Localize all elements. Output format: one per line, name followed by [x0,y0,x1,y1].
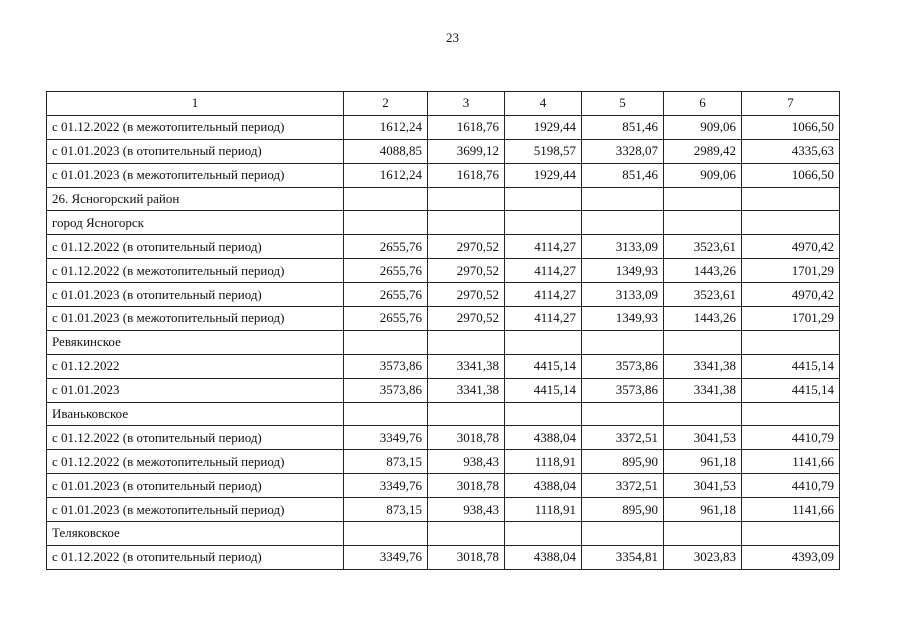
table-body [47,115,840,569]
table-cell [428,522,505,546]
table-cell: 2655,76 [344,307,428,331]
table-cell: 3041,53 [664,474,742,498]
row-label: Теляковское [47,522,344,546]
table-cell: 3341,38 [664,354,742,378]
table-row [47,163,840,187]
table-cell: 4970,42 [742,283,840,307]
row-label: с 01.12.2022 (в межотопительный период) [47,259,344,283]
table-cell: 4088,85 [344,139,428,163]
table-cell [664,211,742,235]
table-cell: 3328,07 [582,139,664,163]
row-label: с 01.12.2022 [47,354,344,378]
table-cell [505,402,582,426]
table-cell: 1349,93 [582,307,664,331]
table-cell: 2989,42 [664,139,742,163]
table-cell: 4415,14 [505,354,582,378]
table-cell: 4393,09 [742,545,840,569]
table-cell: 4410,79 [742,474,840,498]
table-cell: 3341,38 [664,378,742,402]
table-cell: 4114,27 [505,235,582,259]
table-row [47,426,840,450]
row-label: с 01.01.2023 (в межотопительный период) [47,498,344,522]
column-header: 7 [742,92,840,116]
table-cell: 1612,24 [344,163,428,187]
table-cell: 1618,76 [428,115,505,139]
table-cell: 3573,86 [582,378,664,402]
page-number: 23 [446,30,459,45]
table-cell [428,187,505,211]
table-cell [742,211,840,235]
table-cell: 4114,27 [505,259,582,283]
table-cell: 2970,52 [428,307,505,331]
column-header: 1 [47,92,344,116]
table-cell [742,187,840,211]
table-row [47,450,840,474]
row-label: город Ясногорск [47,211,344,235]
table-cell: 1701,29 [742,307,840,331]
table-cell [742,330,840,354]
table-cell [428,402,505,426]
table-cell [742,522,840,546]
table-cell: 851,46 [582,163,664,187]
table-cell: 1349,93 [582,259,664,283]
table-cell [505,330,582,354]
table-cell: 3018,78 [428,426,505,450]
table-row [47,211,840,235]
table-cell: 851,46 [582,115,664,139]
table-row [47,283,840,307]
table-cell: 961,18 [664,498,742,522]
table-row [47,259,840,283]
table-cell: 895,90 [582,498,664,522]
table-cell [664,402,742,426]
table-row [47,139,840,163]
table-cell: 4415,14 [742,354,840,378]
table-cell: 3523,61 [664,235,742,259]
table-cell [505,211,582,235]
table-cell: 1443,26 [664,307,742,331]
row-label: с 01.12.2022 (в межотопительный период) [47,115,344,139]
row-label: с 01.12.2022 (в межотопительный период) [47,450,344,474]
table-cell [505,187,582,211]
table-cell [582,330,664,354]
table-cell: 3372,51 [582,474,664,498]
table-cell [582,187,664,211]
tariff-table [46,91,840,570]
table-row [47,330,840,354]
table-row [47,187,840,211]
table-cell: 873,15 [344,450,428,474]
table-cell: 4388,04 [505,426,582,450]
table-cell: 3018,78 [428,545,505,569]
table-row [47,378,840,402]
table-cell: 1118,91 [505,498,582,522]
table-cell: 3349,76 [344,545,428,569]
table-cell [344,522,428,546]
table-cell: 895,90 [582,450,664,474]
row-label: с 01.01.2023 (в межотопительный период) [47,163,344,187]
table-cell: 3018,78 [428,474,505,498]
row-label: с 01.01.2023 (в межотопительный период) [47,307,344,331]
table-cell: 1929,44 [505,163,582,187]
table-cell [664,330,742,354]
table-cell: 1066,50 [742,115,840,139]
table-cell: 4415,14 [505,378,582,402]
table-cell: 3341,38 [428,378,505,402]
table-cell: 4114,27 [505,283,582,307]
table-row [47,545,840,569]
column-header: 6 [664,92,742,116]
table-cell: 1701,29 [742,259,840,283]
table-cell: 961,18 [664,450,742,474]
table-cell: 1929,44 [505,115,582,139]
table-cell: 2970,52 [428,259,505,283]
table-row [47,354,840,378]
table-row [47,402,840,426]
table-cell [344,187,428,211]
row-label: Иваньковское [47,402,344,426]
table-cell: 2970,52 [428,235,505,259]
column-header: 4 [505,92,582,116]
table-cell: 4335,63 [742,139,840,163]
table-cell: 938,43 [428,450,505,474]
table-cell [742,402,840,426]
table-cell: 4410,79 [742,426,840,450]
table-cell [344,211,428,235]
table-cell: 3573,86 [582,354,664,378]
table-cell: 1141,66 [742,498,840,522]
table-row [47,307,840,331]
table-cell: 3372,51 [582,426,664,450]
table-cell: 2655,76 [344,259,428,283]
table-cell: 3349,76 [344,474,428,498]
table-cell [582,522,664,546]
table-cell [582,211,664,235]
table-cell: 909,06 [664,115,742,139]
table-cell [428,330,505,354]
row-label: с 01.01.2023 (в отопительный период) [47,139,344,163]
table-cell: 4970,42 [742,235,840,259]
table-cell: 3573,86 [344,354,428,378]
column-header: 5 [582,92,664,116]
table-cell: 4415,14 [742,378,840,402]
table-cell: 3041,53 [664,426,742,450]
table-row [47,498,840,522]
row-label: с 01.12.2022 (в отопительный период) [47,235,344,259]
table-cell: 1066,50 [742,163,840,187]
table-cell: 2970,52 [428,283,505,307]
table-cell [582,402,664,426]
header-row [47,92,840,116]
table-row [47,474,840,498]
table-row [47,235,840,259]
table-cell: 4388,04 [505,474,582,498]
table-cell: 3349,76 [344,426,428,450]
table-cell [664,522,742,546]
table-cell: 938,43 [428,498,505,522]
table-cell: 3354,81 [582,545,664,569]
table-row [47,522,840,546]
column-header: 2 [344,92,428,116]
table-cell: 3523,61 [664,283,742,307]
table-cell [664,187,742,211]
table-cell: 3023,83 [664,545,742,569]
table-row [47,115,840,139]
table-cell: 2655,76 [344,283,428,307]
table-cell: 3341,38 [428,354,505,378]
table-cell: 3573,86 [344,378,428,402]
row-label: с 01.01.2023 [47,378,344,402]
table-cell: 3133,09 [582,283,664,307]
row-label: с 01.01.2023 (в отопительный период) [47,283,344,307]
table-cell: 4114,27 [505,307,582,331]
table-cell [505,522,582,546]
table-cell: 1443,26 [664,259,742,283]
table-cell [344,402,428,426]
table-cell [428,211,505,235]
table-cell: 1618,76 [428,163,505,187]
table-cell: 1118,91 [505,450,582,474]
table-cell: 2655,76 [344,235,428,259]
row-label: 26. Ясногорский район [47,187,344,211]
table-cell: 873,15 [344,498,428,522]
table-cell: 4388,04 [505,545,582,569]
table-cell: 3699,12 [428,139,505,163]
row-label: с 01.12.2022 (в отопительный период) [47,545,344,569]
table-cell: 1612,24 [344,115,428,139]
table-cell: 3133,09 [582,235,664,259]
table-cell: 909,06 [664,163,742,187]
row-label: с 01.12.2022 (в отопительный период) [47,426,344,450]
row-label: Ревякинское [47,330,344,354]
table-cell: 5198,57 [505,139,582,163]
row-label: с 01.01.2023 (в отопительный период) [47,474,344,498]
table-cell: 1141,66 [742,450,840,474]
column-header: 3 [428,92,505,116]
table-cell [344,330,428,354]
